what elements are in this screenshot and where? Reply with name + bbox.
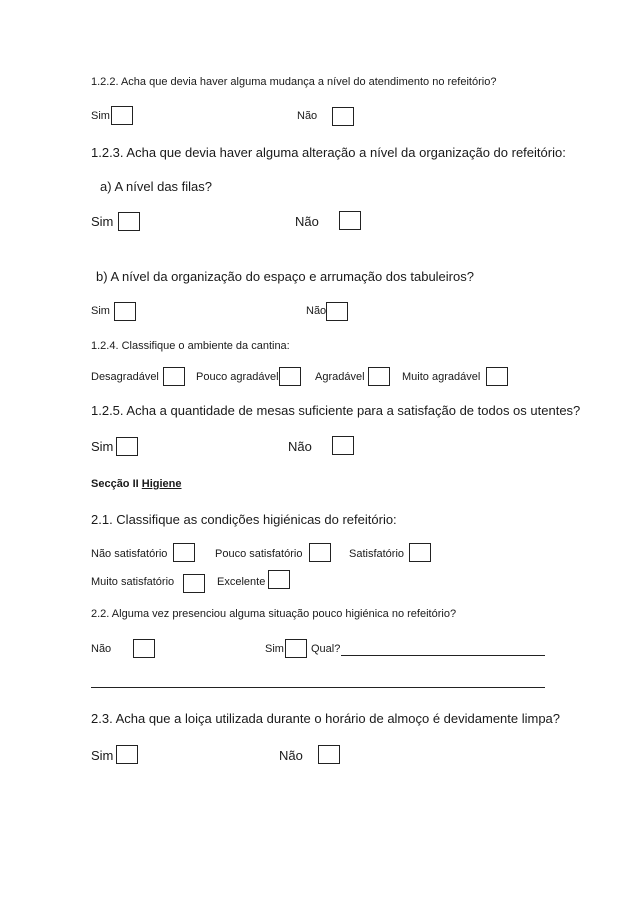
q124-opt1-checkbox[interactable] <box>163 367 185 386</box>
q21-opt1-checkbox[interactable] <box>173 543 195 562</box>
q123a-sim-checkbox[interactable] <box>118 212 140 231</box>
q125-nao-checkbox[interactable] <box>332 436 354 455</box>
q23-nao-checkbox[interactable] <box>318 745 340 764</box>
q22-extra-answer-line[interactable] <box>91 687 545 688</box>
q22-nao-label: Não <box>91 643 112 655</box>
q123b-nao-label: Não <box>306 305 327 317</box>
section-2-heading <box>91 479 182 490</box>
question-1-2-2: 1.2.2. Acha que devia haver alguma mudança a nível do atendimento no refeitório? <box>91 76 497 88</box>
q21-opt2-checkbox[interactable] <box>309 543 331 562</box>
q21-opt1-label: Não satisfatório <box>91 548 168 560</box>
q123a-nao-label: Não <box>295 214 319 229</box>
q123a-sim-label: Sim <box>91 214 114 229</box>
q122-nao-checkbox[interactable] <box>332 107 354 126</box>
q123a-nao-checkbox[interactable] <box>339 211 361 230</box>
q123-a-text: a) A nível das filas? <box>100 179 213 194</box>
q22-qual-label: Qual? <box>311 643 341 655</box>
q21-opt5-checkbox[interactable] <box>268 570 290 589</box>
q125-sim-checkbox[interactable] <box>116 437 138 456</box>
q124-opt3-checkbox[interactable] <box>368 367 390 386</box>
q122-sim-checkbox[interactable] <box>111 106 133 125</box>
question-2-2: 2.2. Alguma vez presenciou alguma situação pouco higiénica no refeitório? <box>91 608 457 620</box>
q124-opt2-checkbox[interactable] <box>279 367 301 386</box>
q123b-sim-label: Sim <box>91 305 110 317</box>
q123-b-text: b) A nível da organização do espaço e arrumação dos tabuleiros? <box>96 269 474 284</box>
q124-opt2-label: Pouco agradável <box>196 371 279 383</box>
q123b-nao-checkbox[interactable] <box>326 302 348 321</box>
q125-sim-label: Sim <box>91 439 114 454</box>
q122-nao-label: Não <box>297 110 318 122</box>
q123b-sim-checkbox[interactable] <box>114 302 136 321</box>
q125-nao-label: Não <box>288 439 312 454</box>
question-2-1: 2.1. Classifique as condições higiénicas do refeitório: <box>91 512 397 527</box>
q124-opt3-label: Agradável <box>315 371 365 383</box>
q23-sim-label: Sim <box>91 748 114 763</box>
question-1-2-4: 1.2.4. Classifique o ambiente da cantina: <box>91 340 290 352</box>
q21-opt4-label: Muito satisfatório <box>91 576 175 588</box>
q22-nao-checkbox[interactable] <box>133 639 155 658</box>
section-2-prefix: Secção II <box>91 478 142 490</box>
section-2-title: Higiene <box>141 478 182 490</box>
q124-opt4-label: Muito agradável <box>402 371 481 383</box>
question-1-2-5: 1.2.5. Acha a quantidade de mesas suficiente para a satisfação de todos os utentes? <box>91 403 581 418</box>
q22-qual-answer-line[interactable] <box>341 655 545 656</box>
q21-opt3-label: Satisfatório <box>349 548 405 560</box>
q122-sim-label: Sim <box>91 110 110 122</box>
q22-sim-label: Sim <box>265 643 284 655</box>
q23-nao-label: Não <box>279 748 303 763</box>
q124-opt1-label: Desagradável <box>91 371 159 383</box>
q21-opt2-label: Pouco satisfatório <box>215 548 303 560</box>
question-1-2-3: 1.2.3. Acha que devia haver alguma alteração a nível da organização do refeitório: <box>91 145 566 160</box>
q22-sim-checkbox[interactable] <box>285 639 307 658</box>
q21-opt4-checkbox[interactable] <box>183 574 205 593</box>
q23-sim-checkbox[interactable] <box>116 745 138 764</box>
q124-opt4-checkbox[interactable] <box>486 367 508 386</box>
q21-opt3-checkbox[interactable] <box>409 543 431 562</box>
q21-opt5-label: Excelente <box>217 576 266 588</box>
question-2-3: 2.3. Acha que a loiça utilizada durante o horário de almoço é devidamente limpa? <box>91 711 561 726</box>
